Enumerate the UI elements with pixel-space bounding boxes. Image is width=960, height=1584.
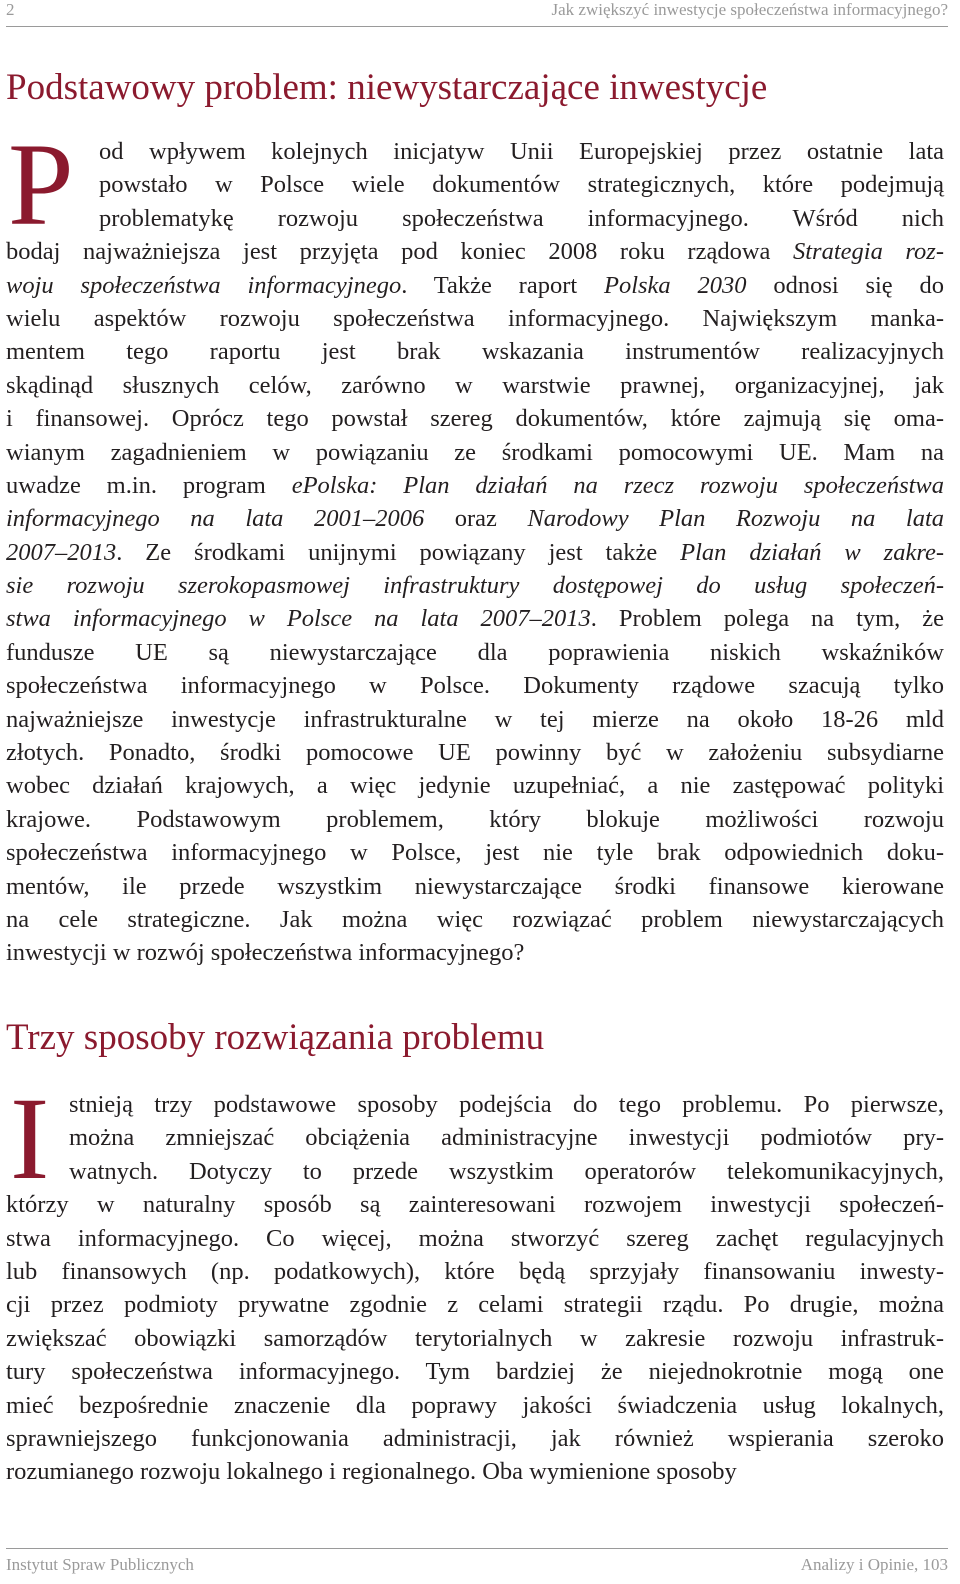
text-run: od wpływem kolejnych inicjatyw Unii Europejskiej przez ostatnie lata (99, 138, 944, 165)
text-run: stnieją trzy podstawowe sposoby podejścia do tego problemu. Po pierwsze, (69, 1091, 944, 1118)
text-run: powstało w Polsce wiele dokumentów strategicznych, które podejmują (99, 171, 944, 199)
text-run: wielu aspektów rozwoju społeczeństwa informacyjnego. Największym manka- (6, 304, 944, 332)
text-run: uwadze m.in. program (6, 471, 292, 499)
text-run: wobec działań krajowych, a więc jedynie uzupełniać, a nie zastępować polityki (6, 772, 944, 800)
italic-title: 2007–2013 (6, 538, 117, 566)
running-title: Jak zwiększyć inwestycje społeczeństwa informacyjnego? (551, 0, 948, 19)
text-run: mentów, ile przede wszystkim niewystarczające środki finansowe kierowane (6, 872, 944, 900)
text-run: sprawniejszego funkcjonowania administracji, jak również wspierania szeroko (6, 1424, 944, 1452)
text-run: bodaj najważniejsza jest przyjęta pod koniec 2008 roku rządowa (6, 238, 793, 266)
italic-title: Strategia roz- (793, 238, 944, 266)
text-run: . Problem polega na tym, że (590, 605, 944, 633)
text-run: inwestycji w rozwój społeczeństwa informacyjnego? (6, 939, 525, 967)
text-run: mieć bezpośrednie znaczenie dla poprawy jakości świadczenia usług lokalnych, (6, 1391, 944, 1419)
text-line (6, 202, 944, 235)
text-line (6, 235, 944, 268)
text-line (6, 1088, 944, 1121)
text-run: wianym zagadnieniem w powiązaniu ze środkami pomocowymi UE. Mam na (6, 438, 944, 466)
italic-title: sie rozwoju szerokopasmowej infrastruktury dostępowej do usług społeczeń- (6, 572, 944, 600)
text-run: mentem tego raportu jest brak wskazania instrumentów realizacyjnych (6, 338, 944, 366)
text-run: stwa informacyjnego. Co więcej, można stworzyć szereg zachęt regulacyjnych (6, 1224, 944, 1252)
text-line (6, 870, 944, 903)
text-line (6, 769, 944, 802)
italic-title: stwa informacyjnego w Polsce na lata 2007–2013 (6, 605, 591, 633)
paragraph-basic-problem (6, 135, 944, 970)
text-line (6, 669, 944, 702)
text-line (6, 569, 944, 602)
section-heading-basic-problem: Podstawowy problem: niewystarczające inwestycje (6, 67, 768, 108)
page-number: 2 (6, 0, 15, 19)
text-line (6, 335, 944, 368)
text-line (6, 1389, 944, 1422)
text-run: fundusze UE są niewystarczające dla poprawienia niskich wskaźników (6, 638, 944, 666)
page-footer (6, 1548, 948, 1573)
text-line (6, 369, 944, 402)
text-line (6, 703, 944, 736)
text-line (6, 536, 944, 569)
italic-title: informacyjnego na lata 2001–2006 (6, 505, 425, 533)
text-run: problematykę rozwoju społeczeństwa informacyjnego. Wśród nich (99, 204, 944, 232)
text-line (6, 836, 944, 869)
page-header (6, 0, 948, 27)
text-line (6, 1121, 944, 1154)
text-run: tury społeczeństwa informacyjnego. Tym bardziej że niejednokrotnie mogą one (6, 1358, 944, 1386)
text-line (6, 1455, 944, 1488)
text-line (6, 168, 944, 201)
text-line (6, 803, 944, 836)
text-run: odnosi się do (746, 271, 944, 299)
text-line (6, 436, 944, 469)
text-line (6, 1322, 944, 1355)
paragraph-three-ways (6, 1088, 944, 1489)
text-run: watnych. Dotyczy to przede wszystkim operatorów telekomunikacyjnych, (69, 1157, 944, 1185)
text-run: . Także raport (401, 271, 604, 299)
text-run: i finansowej. Oprócz tego powstał szereg dokumentów, które zajmują się oma- (6, 405, 944, 433)
text-line (6, 1355, 944, 1388)
text-line (6, 1422, 944, 1455)
text-run: złotych. Ponadto, środki pomocowe UE powinny być w założeniu subsydiarne (6, 739, 944, 767)
text-line (6, 402, 944, 435)
text-run: cji przez podmioty prywatne zgodnie z celami strategii rządu. Po drugie, można (6, 1291, 944, 1319)
text-line (6, 502, 944, 535)
section-heading-three-ways: Trzy sposoby rozwiązania problemu (6, 1017, 545, 1058)
text-line (6, 1188, 944, 1221)
text-line (6, 302, 944, 335)
text-run: można zmniejszać obciążenia administracyjne inwestycji podmiotów pry- (69, 1124, 944, 1152)
text-line (6, 269, 944, 302)
text-run: zwiększać obowiązki samorządów terytorialnych w zakresie rozwoju infrastruk- (6, 1324, 944, 1352)
drop-cap: P (8, 119, 74, 250)
italic-title: Plan działań w zakre- (680, 538, 944, 566)
italic-title: Polska 2030 (604, 271, 747, 299)
text-line (6, 602, 944, 635)
text-line (6, 135, 944, 168)
text-line (6, 1288, 944, 1321)
text-run: lub finansowych (np. podatkowych), które będą sprzyjały finansowaniu inwesty- (6, 1257, 944, 1285)
footer-publisher: Instytut Spraw Publicznych (6, 1555, 194, 1574)
italic-title: Narodowy Plan Rozwoju na lata (527, 505, 945, 533)
text-line (6, 736, 944, 769)
drop-cap: I (10, 1073, 50, 1204)
text-run: społeczeństwa informacyjnego w Polsce. Dokumenty rządowe szacują tylko (6, 672, 944, 700)
text-run: którzy w naturalny sposób są zainteresowani rozwojem inwestycji społeczeń- (6, 1191, 944, 1219)
text-run: rozumianego rozwoju lokalnego i regionalnego. Oba wymienione sposoby (6, 1458, 737, 1486)
text-run: skądinąd słusznych celów, zarówno w warstwie prawnej, organizacyjnej, jak (6, 371, 944, 399)
text-line (6, 903, 944, 936)
text-line (6, 469, 944, 502)
text-run: społeczeństwa informacyjnego w Polsce, jest nie tyle brak odpowiednich doku- (6, 839, 944, 867)
text-run: krajowe. Podstawowym problemem, który blokuje możliwości rozwoju (6, 805, 944, 833)
italic-title: woju społeczeństwa informacyjnego (6, 271, 402, 299)
text-line (6, 636, 944, 669)
text-line (6, 1255, 944, 1288)
text-run: na cele strategiczne. Jak można więc rozwiązać problem niewystarczających (6, 905, 944, 933)
text-line (6, 1155, 944, 1188)
italic-title: ePolska: Plan działań na rzecz rozwoju społeczeństwa (291, 471, 944, 499)
text-run: . Ze środkami unijnymi powiązany jest także (116, 538, 681, 566)
text-line (6, 1222, 944, 1255)
text-run: oraz (424, 505, 528, 533)
text-line (6, 936, 944, 969)
text-run: najważniejsze inwestycje infrastrukturalne w tej mierze na około 18-26 mld (6, 705, 944, 733)
footer-series: Analizy i Opinie, 103 (800, 1555, 948, 1574)
